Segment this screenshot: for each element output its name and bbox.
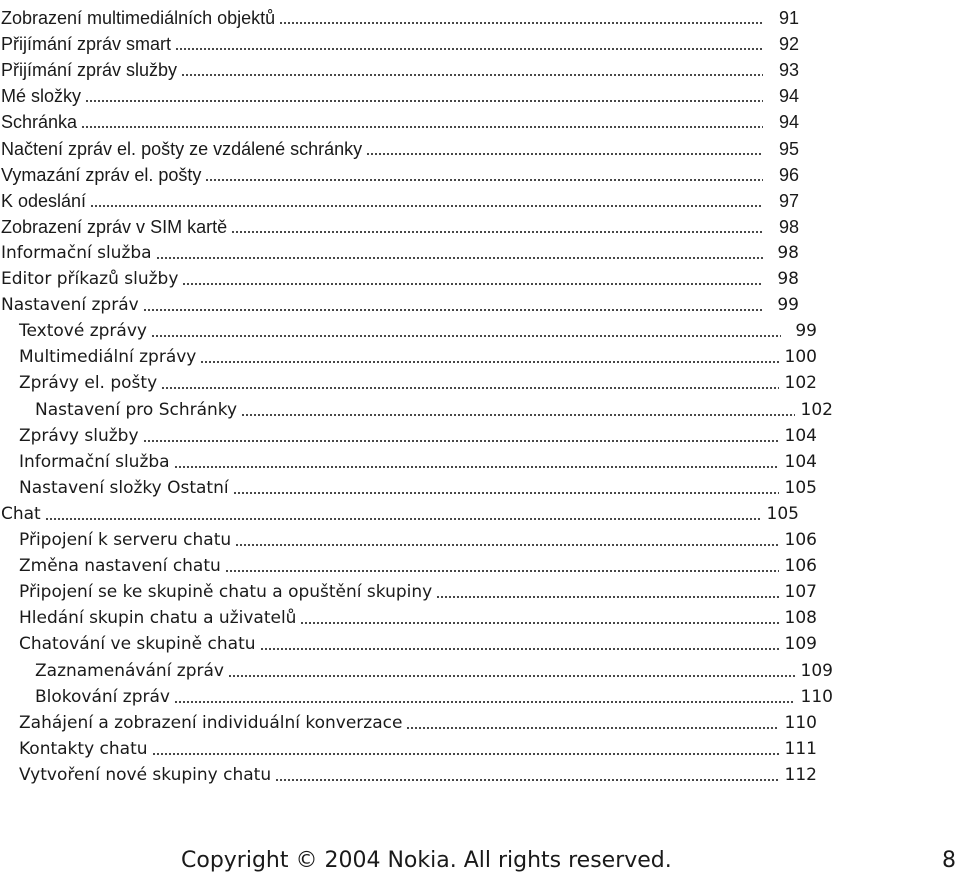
toc-entry-page: 107 (784, 582, 817, 603)
toc-entry-label: Zprávy služby (19, 425, 139, 446)
dot-leader (200, 361, 778, 363)
dot-leader (225, 570, 779, 572)
toc-entry[interactable] (0, 681, 833, 707)
toc-entry-label: Přijímání zpráv smart (1, 34, 172, 55)
dot-leader (175, 48, 763, 50)
toc-entry-label: Editor příkazů služby (1, 269, 179, 289)
toc-entry-label: Nastavení pro Schránky (35, 399, 238, 420)
dot-leader (279, 22, 763, 24)
toc-entry[interactable] (0, 576, 817, 602)
toc-entry[interactable] (0, 185, 799, 211)
toc-entry-label: Přijímání zpráv služby (1, 60, 178, 81)
toc-entry-page: 98 (777, 242, 799, 263)
dot-leader (260, 648, 779, 650)
toc-entry[interactable] (0, 54, 799, 80)
toc-entry[interactable] (0, 133, 799, 159)
toc-entry-page: 99 (777, 295, 799, 316)
toc-entry[interactable] (0, 80, 799, 106)
toc-entry[interactable] (0, 394, 833, 420)
toc-entry-page: 109 (800, 660, 833, 681)
dot-leader (45, 518, 761, 520)
toc-entry-label: Hledání skupin chatu a uživatelů (19, 608, 297, 629)
toc-entry-page: 98 (777, 269, 799, 289)
toc-entry[interactable] (0, 159, 799, 185)
dot-leader (182, 283, 763, 285)
toc-entry-label: Připojení se ke skupině chatu a opuštění skupiny (19, 582, 433, 603)
dot-leader (235, 544, 778, 546)
dot-leader (143, 309, 763, 311)
dot-leader (90, 205, 763, 207)
toc-entry-page: 111 (784, 738, 817, 759)
toc-entry-page: 109 (784, 634, 817, 655)
page-footer (0, 846, 960, 876)
toc-entry-page: 94 (778, 112, 799, 133)
dot-leader (205, 179, 763, 181)
dot-leader (81, 126, 763, 128)
toc-entry[interactable] (0, 28, 799, 54)
toc-entry-label: Zaznamenávání zpráv (35, 660, 224, 681)
toc-entry[interactable] (0, 707, 817, 733)
dot-leader (174, 466, 779, 468)
dot-leader (241, 414, 794, 416)
toc-entry-page: 97 (778, 190, 799, 211)
dot-leader (233, 492, 779, 494)
dot-leader (174, 701, 795, 703)
toc-entry-page: 108 (784, 608, 817, 629)
toc-entry-label: Zahájení a zobrazení individuální konverzace (19, 712, 403, 733)
toc-entry-label: Informační služba (19, 451, 170, 472)
toc-entry[interactable] (0, 2, 799, 28)
dot-leader (436, 596, 778, 598)
toc-entry-label: Chatování ve skupině chatu (19, 634, 256, 655)
toc-entry-page: 105 (784, 477, 817, 498)
toc-entry-page: 104 (784, 451, 817, 472)
toc-entry-label: Načtení zpráv el. pošty ze vzdálené schránky (1, 138, 363, 159)
dot-leader (228, 675, 795, 677)
toc-entry[interactable] (0, 263, 799, 289)
dot-leader (161, 387, 778, 389)
toc-entry-page: 102 (784, 373, 817, 394)
toc-entry-page: 98 (778, 216, 799, 237)
toc-entry[interactable] (0, 420, 817, 446)
toc-entry[interactable] (0, 446, 817, 472)
toc-entry-label: Nastavení zpráv (1, 295, 139, 316)
page-number: 8 (942, 848, 956, 873)
dot-leader (300, 622, 778, 624)
toc-entry-page: 93 (778, 60, 799, 81)
toc-entry[interactable] (0, 733, 817, 759)
toc-entry-page: 110 (784, 712, 817, 733)
dot-leader (231, 231, 763, 233)
dot-leader (151, 335, 781, 337)
dot-leader (366, 153, 763, 155)
toc-entry[interactable] (0, 289, 799, 315)
toc-entry-label: Textové zprávy (19, 321, 147, 342)
toc-entry[interactable] (0, 211, 799, 237)
dot-leader (156, 257, 763, 259)
toc-entry-label: Vytvoření nové skupiny chatu (19, 764, 272, 785)
toc-entry-label: Schránka (1, 112, 78, 133)
toc-entry-page: 100 (784, 347, 817, 368)
toc-entry[interactable] (0, 655, 833, 681)
toc-entry-label: Nastavení složky Ostatní (19, 477, 229, 498)
dot-leader (143, 440, 779, 442)
toc-entry-page: 112 (784, 764, 817, 785)
toc-entry[interactable] (0, 341, 817, 367)
toc-entry-label: Blokování zpráv (35, 686, 170, 707)
toc-entry[interactable] (0, 498, 799, 524)
toc-entry-page: 91 (778, 8, 799, 28)
toc-entry-label: Připojení k serveru chatu (19, 530, 232, 550)
toc-entry-label: Vymazání zpráv el. pošty (1, 164, 202, 185)
toc-entry-label: K odeslání (1, 190, 87, 211)
toc-entry-label: Zprávy el. pošty (19, 373, 158, 394)
toc-entry[interactable] (0, 602, 817, 628)
toc-entry-label: Multimediální zprávy (19, 347, 197, 368)
toc-entry[interactable] (0, 106, 799, 132)
toc-entry-label: Změna nastavení chatu (19, 556, 221, 577)
toc-entry-label: Mé složky (1, 86, 82, 107)
toc-entry[interactable] (0, 628, 817, 654)
dot-leader (275, 779, 778, 781)
toc-entry-page: 92 (778, 34, 799, 55)
toc-entry-page: 104 (784, 425, 817, 446)
toc-entry[interactable] (0, 472, 817, 498)
toc-entry-page: 102 (800, 399, 833, 420)
toc-entry-page: 110 (800, 686, 833, 707)
toc-entry-label: Chat (1, 503, 41, 524)
copyright-notice: Copyright © 2004 Nokia. All rights reserved. (181, 848, 672, 873)
toc-entry[interactable] (0, 367, 817, 393)
toc-entry-page: 94 (778, 86, 799, 107)
toc-entry-label: Zobrazení zpráv v SIM kartě (1, 216, 228, 237)
toc-entry[interactable] (0, 550, 817, 576)
toc-entry-label: Zobrazení multimediálních objektů (1, 8, 276, 28)
toc-entry-label: Informační služba (1, 242, 152, 263)
toc-entry[interactable] (0, 524, 817, 550)
dot-leader (406, 727, 778, 729)
toc-entry[interactable] (0, 759, 817, 785)
toc-entry[interactable] (0, 315, 817, 341)
toc-entry-page: 105 (766, 503, 799, 524)
dot-leader (85, 100, 763, 102)
toc-entry-page: 106 (784, 556, 817, 577)
toc-entry-page: 106 (784, 530, 817, 550)
toc-entry[interactable] (0, 237, 799, 263)
toc-entry-page: 95 (778, 138, 799, 159)
dot-leader (152, 753, 779, 755)
toc-entry-page: 96 (778, 164, 799, 185)
toc-entry-label: Kontakty chatu (19, 738, 148, 759)
toc-entry-page: 99 (795, 321, 817, 342)
dot-leader (181, 74, 763, 76)
